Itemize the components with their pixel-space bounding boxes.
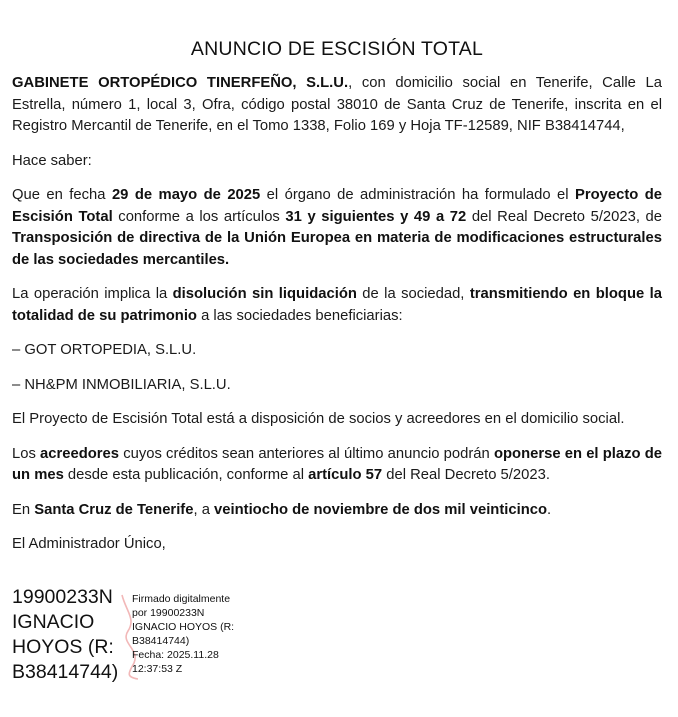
signer-role: El Administrador Único, [12,536,166,552]
intro-paragraph [12,73,662,138]
place-date-paragraph [12,500,662,522]
text-segment: desde esta publicación, conforme al [63,467,309,483]
article-bold: artículo 57 [308,467,383,483]
signature-detail-line: Fecha: 2025.11.28 [132,649,219,661]
creditors-bold: acreedores [40,445,120,462]
date-bold: 29 de mayo de 2025 [111,187,261,203]
text-segment: . [547,501,552,518]
page-title: ANUNCIO DE ESCISIÓN TOTAL [190,38,484,60]
company-name: GABINETE ORTOPÉDICO TINERFEÑO, S.L.U. [12,75,349,91]
text-segment: cuyos créditos sean anteriores al último anuncio podrán [119,445,494,462]
opposition-bold: oponerse en el plazo de un mes [12,445,662,483]
signature-name [12,585,118,685]
text-segment: del Real Decreto 5/2023. [382,467,550,483]
signature-detail-line: B38414744) [132,635,190,647]
availability-paragraph: El Proyecto de Escisión Total está a disposición de socios y acreedores en el domicilio social. [12,411,625,427]
beneficiary-item: – NH&PM INMOBILIARIA, S.L.U. [12,376,231,393]
signature-name-line: 19900233N [12,586,113,608]
signature-detail-line: por 19900233N [132,607,205,619]
directive-bold: Transposición de directiva de la Unión Europea en materia de modificaciones estructurales de las sociedades mercantiles. [12,230,662,268]
project-bold: Proyecto de Escisión Total [12,187,662,225]
articles-bold: 31 y siguientes y 49 a 72 [285,208,467,225]
hace-saber: Hace saber: [12,152,92,169]
text-segment: La operación implica la [12,286,173,302]
signature-name-line: B38414744) [12,661,119,683]
formulation-paragraph [12,185,662,271]
creditors-paragraph [12,444,662,487]
text-segment: el órgano de administración ha formulado el [260,187,575,203]
place-bold: Santa Cruz de Tenerife [34,501,194,518]
intro-text: , con domicilio social en Tenerife, Calle La Estrella, número 1, local 3, Ofra, código postal 38010 de Santa Cruz de Tenerife, inscrita en el Registro Mercantil de Tenerife, en el Tomo 1338, Folio 169 y Hoja TF-12589, NIF B38414744, [12,75,662,134]
text-segment: a las sociedades beneficiarias: [196,307,403,324]
date-bold: veintiocho de noviembre de dos mil veinticinco [214,501,548,518]
signature-name-line: HOYOS (R: [12,636,114,658]
announcement-document [12,38,662,569]
transfer-bold: transmitiendo en bloque la totalidad de su patrimonio [12,286,662,324]
beneficiary-item: – GOT ORTOPEDIA, S.L.U. [12,342,197,358]
text-segment: , a [193,501,215,518]
signature-detail-line: 12:37:53 Z [132,663,183,675]
text-segment: conforme a los artículos [112,208,286,225]
signature-details [132,592,234,676]
digital-signature[interactable] [12,585,312,695]
text-segment: Los [12,445,41,462]
signature-detail-line: Firmado digitalmente [132,593,231,605]
signature-detail-line: IGNACIO HOYOS (R: [132,621,235,633]
signature-name-line: IGNACIO [12,611,95,633]
dissolution-bold: disolución sin liquidación [172,286,357,302]
text-segment: En [12,501,35,518]
operation-paragraph [12,284,662,327]
text-segment: del Real Decreto 5/2023, de [466,208,663,225]
text-segment: de la sociedad, [356,286,470,302]
text-segment: Que en fecha [12,187,112,203]
